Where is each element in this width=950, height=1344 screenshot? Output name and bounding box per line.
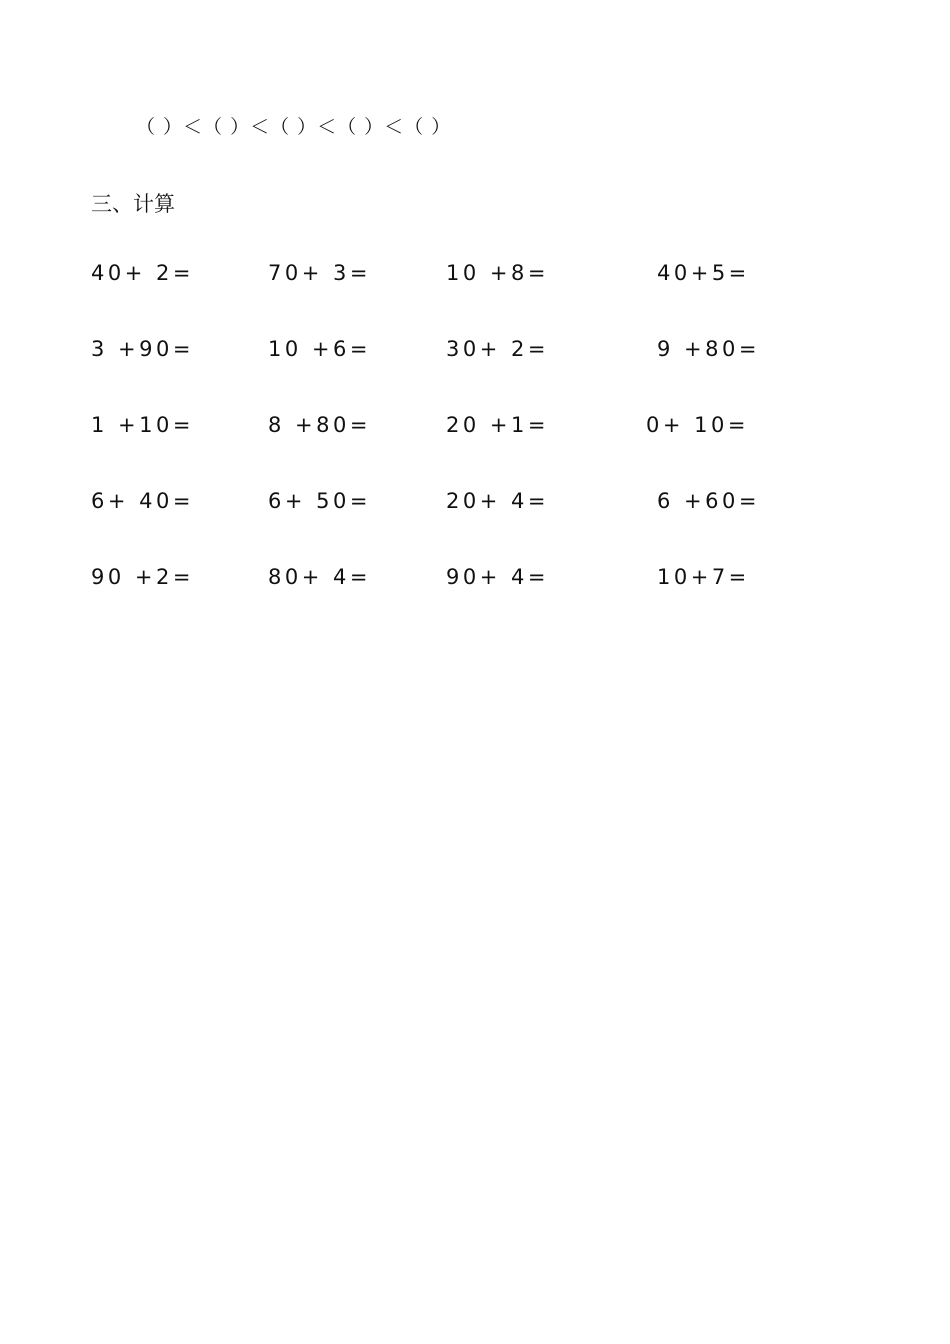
problem-r2-c3: 30+ 2=: [446, 337, 549, 361]
problem-r5-c1: 90 +2=: [91, 565, 194, 589]
problem-r2-c4: 9 +80=: [657, 337, 760, 361]
problem-r4-c2: 6+ 50=: [268, 489, 371, 513]
problem-r3-c2: 8 +80=: [268, 413, 371, 437]
section-title: 三、计算: [91, 192, 175, 216]
problem-r4-c3: 20+ 4=: [446, 489, 549, 513]
problem-r3-c4: 0+ 10=: [646, 413, 749, 437]
problem-r1-c4: 40+5=: [657, 261, 750, 285]
problem-r3-c3: 20 +1=: [446, 413, 549, 437]
problem-r5-c4: 10+7=: [657, 565, 750, 589]
problem-r4-c1: 6+ 40=: [91, 489, 194, 513]
problem-r1-c3: 10 +8=: [446, 261, 549, 285]
problem-r4-c4: 6 +60=: [657, 489, 760, 513]
problem-r2-c1: 3 +90=: [91, 337, 194, 361]
problem-r1-c1: 40+ 2=: [91, 261, 194, 285]
problem-r1-c2: 70+ 3=: [268, 261, 371, 285]
problem-r5-c3: 90+ 4=: [446, 565, 549, 589]
problem-r2-c2: 10 +6=: [268, 337, 371, 361]
ordering-blanks-line: （ ）＜（ ）＜（ ）＜（ ）＜（ ）: [136, 116, 452, 138]
problem-r3-c1: 1 +10=: [91, 413, 194, 437]
problem-r5-c2: 80+ 4=: [268, 565, 371, 589]
